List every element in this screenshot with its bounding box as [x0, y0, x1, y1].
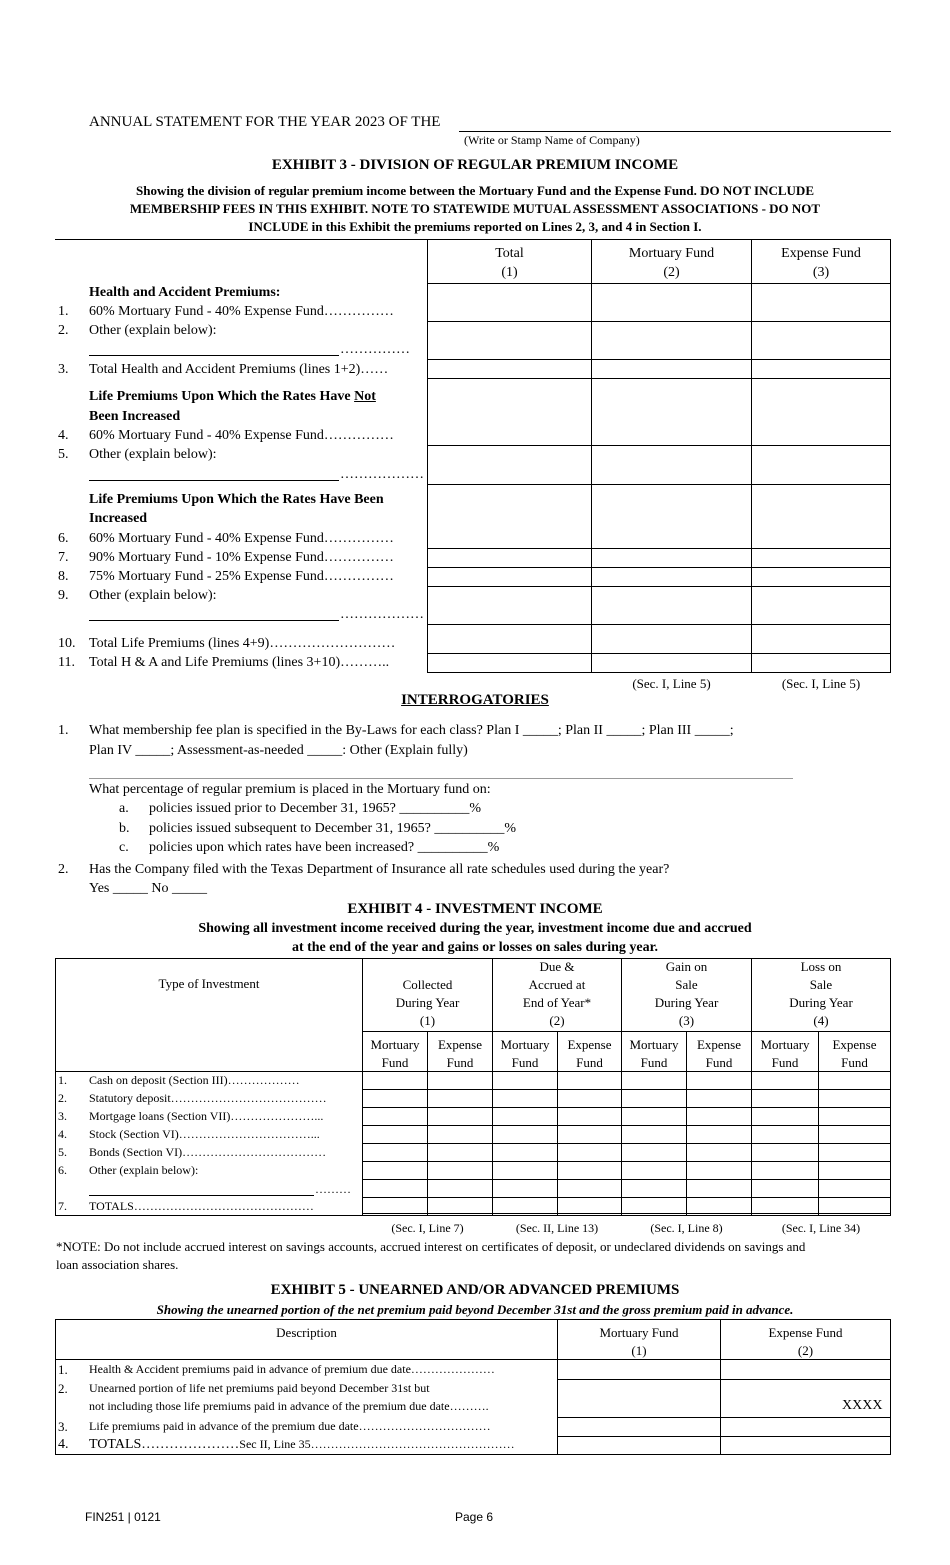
table-row: Cash on deposit (Section III)………………: [89, 1073, 300, 1087]
exhibit3-intro-1: Showing the division of regular premium income between the Mortuary Fund and the Expense Fund. DO NOT INCLUDE: [136, 183, 814, 198]
exhibit3-ref-mortuary: (Sec. I, Line 5): [632, 676, 711, 691]
interrogatories-title: INTERROGATORIES: [401, 692, 549, 708]
option-letter: c.: [119, 840, 129, 855]
table-row-totals: TOTALS………………………………………: [89, 1199, 314, 1213]
totals-label: TOTALS…………………: [89, 1437, 240, 1452]
line-number: 6.: [58, 531, 69, 546]
explain-line[interactable]: [89, 778, 793, 779]
exhibit4-group-collected: [363, 976, 492, 1030]
table-row-number: 2.: [58, 1091, 67, 1105]
exhibit4-note: *NOTE: Do not include accrued interest on savings accounts, accrued interest on certificates of deposit, or undeclared dividends on savings and: [56, 1239, 806, 1254]
line-number: 2.: [58, 323, 69, 338]
exhibit3-col-expense: Expense Fund: [781, 246, 861, 261]
section-life-not-increased: [89, 389, 376, 405]
exhibit3-col-mortuary-num: (2): [663, 265, 680, 280]
table-row-number: 1.: [58, 1362, 68, 1377]
table-row: Life premiums paid in advance of the premium due date……………………………: [89, 1419, 491, 1433]
form-number: FIN251 | 0121: [85, 1510, 161, 1524]
group-line: Collected: [402, 977, 453, 992]
exhibit3-ref-expense: (Sec. I, Line 5): [781, 676, 861, 691]
line-number: 3.: [58, 362, 69, 377]
subhead-line: Fund: [446, 1055, 474, 1070]
line-label: 75% Mortuary Fund - 25% Expense Fund……………: [89, 569, 394, 584]
group-line: Gain on: [665, 959, 708, 974]
line-number: 10.: [58, 636, 76, 651]
group-line: End of Year*: [522, 995, 592, 1010]
question-2-answer: Yes _____ No _____: [89, 881, 207, 896]
exhibit4-type-header: Type of Investment: [158, 976, 260, 991]
exhibit5-title: EXHIBIT 5 - UNEARNED AND/OR ADVANCED PREMIUMS: [270, 1282, 680, 1298]
percentage-question: What percentage of regular premium is placed in the Mortuary fund on:: [89, 782, 491, 797]
exhibit5-col-mortuary-num: (1): [631, 1343, 647, 1358]
option-letter: a.: [119, 801, 129, 816]
subhead-line: Expense: [567, 1037, 612, 1052]
exhibit4-title: EXHIBIT 4 - INVESTMENT INCOME: [347, 901, 603, 917]
option-a: policies issued prior to December 31, 1965? __________%: [149, 801, 482, 816]
group-line: During Year: [395, 995, 460, 1010]
group-line: (3): [678, 1013, 695, 1028]
section-life-not-increased-2: Been Increased: [89, 409, 181, 424]
group-line: During Year: [654, 995, 719, 1010]
exhibit4-group-accrued: [493, 958, 621, 1030]
line-label: Other (explain below):: [89, 447, 217, 462]
line-label: 60% Mortuary Fund - 40% Expense Fund……………: [89, 531, 394, 546]
question-number: 2.: [58, 862, 69, 877]
option-c: policies upon which rates have been increased? __________%: [149, 840, 500, 855]
subhead-mortuary: [363, 1036, 427, 1072]
line-number: 8.: [58, 569, 69, 584]
line-number: 5.: [58, 447, 69, 462]
line-number: 9.: [58, 588, 69, 603]
exhibit5-intro: Showing the unearned portion of the net premium paid beyond December 31st and the gross premium paid in advance.: [156, 1302, 794, 1317]
subhead-line: Mortuary: [760, 1037, 810, 1052]
line-label: Total H & A and Life Premiums (lines 3+10)………..: [89, 655, 390, 670]
exhibit4-intro-2: at the end of the year and gains or losses on sales during year.: [291, 940, 659, 955]
section-life-increased: Life Premiums Upon Which the Rates Have Been: [89, 492, 384, 507]
group-line: During Year: [789, 995, 853, 1010]
not-applicable-mark: XXXX: [842, 1398, 883, 1413]
table-row-number: 3.: [58, 1419, 68, 1434]
explain-line[interactable]: [89, 355, 339, 356]
line-number: 1.: [58, 304, 69, 319]
line-label: Other (explain below):: [89, 588, 217, 603]
table-row: Other (explain below):: [89, 1163, 199, 1177]
exhibit5-col-mortuary: Mortuary Fund: [599, 1325, 679, 1340]
subhead-line: Fund: [511, 1055, 539, 1070]
line-label: 90% Mortuary Fund - 10% Expense Fund……………: [89, 550, 394, 565]
leader-dots: ………………: [340, 607, 424, 622]
line-label: Total Health and Accident Premiums (lines 1+2)……: [89, 362, 389, 377]
subhead-line: Mortuary: [629, 1037, 679, 1052]
subhead-line: Fund: [771, 1055, 799, 1070]
table-row-totals: [89, 1437, 515, 1453]
subhead-line: Mortuary: [500, 1037, 550, 1052]
line-label: 60% Mortuary Fund - 40% Expense Fund……………: [89, 304, 394, 319]
leader-dots: ………………: [340, 467, 424, 482]
exhibit3-col-mortuary: Mortuary Fund: [628, 246, 715, 261]
subhead-line: Expense: [437, 1037, 483, 1052]
subhead-line: Fund: [640, 1055, 668, 1070]
table-row-cont: not including those life premiums paid in advance of the premium due date……….: [89, 1399, 489, 1413]
subhead-mortuary: [752, 1036, 818, 1072]
subhead-mortuary: [493, 1036, 557, 1072]
subhead-line: Fund: [576, 1055, 603, 1070]
question-2: Has the Company filed with the Texas Department of Insurance all rate schedules used during the year?: [89, 862, 670, 877]
totals-reference: Sec II, Line 35……………………………………………: [239, 1437, 515, 1451]
subhead-expense: [819, 1036, 890, 1072]
line-number: 4.: [58, 428, 69, 443]
option-b: policies issued subsequent to December 31, 1965? __________%: [149, 821, 517, 836]
group-line: Sale: [809, 977, 833, 992]
exhibit4-ref-collected: (Sec. I, Line 7): [391, 1221, 464, 1235]
company-name-line[interactable]: [459, 131, 891, 132]
subhead-line: Fund: [705, 1055, 733, 1070]
exhibit4-intro-1: Showing all investment income received during the year, investment income due and accrued: [198, 921, 752, 936]
exhibit3-title: EXHIBIT 3 - DIVISION OF REGULAR PREMIUM INCOME: [271, 157, 679, 173]
exhibit4-ref-loss: (Sec. I, Line 34): [781, 1221, 861, 1235]
subhead-line: Mortuary: [370, 1037, 420, 1052]
explain-line[interactable]: [89, 480, 339, 481]
group-line: Due &: [539, 959, 575, 974]
exhibit4-group-gain: [622, 958, 751, 1030]
exhibit4-ref-accrued: (Sec. II, Line 13): [515, 1221, 599, 1235]
table-row: Unearned portion of life net premiums paid beyond December 31st but: [89, 1381, 430, 1395]
table-row-number: 7.: [58, 1199, 67, 1213]
leader-dots: ………: [315, 1182, 351, 1196]
table-row-number: 3.: [58, 1109, 67, 1123]
table-row: Mortgage loans (Section VII)…………………...: [89, 1109, 324, 1123]
section-life-increased-2: Increased: [89, 511, 148, 526]
table-row-number: 1.: [58, 1073, 67, 1087]
group-line: (2): [549, 1013, 565, 1028]
table-row-number: 2.: [58, 1381, 68, 1396]
exhibit3-col-total-num: (1): [501, 265, 518, 280]
exhibit5-col-expense-num: (2): [797, 1343, 814, 1358]
exhibit5-desc-header: Description: [276, 1325, 337, 1340]
subhead-line: Expense: [832, 1037, 877, 1052]
statement-title: ANNUAL STATEMENT FOR THE YEAR 2023 OF THE: [89, 114, 441, 130]
table-row-number: 4.: [58, 1437, 69, 1452]
subhead-line: Expense: [696, 1037, 742, 1052]
exhibit4-group-loss: [752, 958, 890, 1030]
table-row-number: 4.: [58, 1127, 67, 1141]
subhead-expense: [428, 1036, 492, 1072]
explain-line[interactable]: [89, 620, 339, 621]
group-line: Sale: [675, 977, 698, 992]
line-label: Other (explain below):: [89, 323, 217, 338]
section-life-not-text: Life Premiums Upon Which the Rates Have: [89, 389, 355, 404]
group-line: Accrued at: [528, 977, 586, 992]
exhibit3-col-total: Total: [495, 246, 524, 261]
table-row: Stock (Section VI)……………………………...: [89, 1127, 320, 1141]
exhibit3-col-expense-num: (3): [812, 265, 830, 280]
company-name-hint: (Write or Stamp Name of Company): [464, 133, 640, 147]
group-line: Loss on: [800, 959, 842, 974]
question-number: 1.: [58, 723, 69, 738]
subhead-mortuary: [622, 1036, 686, 1072]
section-life-not-emphasis: Not: [354, 389, 376, 404]
exhibit4-ref-gain: (Sec. I, Line 8): [650, 1221, 723, 1235]
line-number: 7.: [58, 550, 69, 565]
table-row: Health & Accident premiums paid in advance of premium due date…………………: [89, 1362, 495, 1376]
exhibit3-intro-3: INCLUDE in this Exhibit the premiums reported on Lines 2, 3, and 4 in Section I.: [248, 219, 702, 234]
line-number: 11.: [58, 655, 75, 670]
explain-line[interactable]: [89, 1195, 314, 1196]
subhead-line: Fund: [381, 1055, 409, 1070]
group-line: (1): [419, 1013, 436, 1028]
table-row: Bonds (Section VI)………………………………: [89, 1145, 327, 1159]
exhibit3-intro-2: MEMBERSHIP FEES IN THIS EXHIBIT. NOTE TO STATEWIDE MUTUAL ASSESSMENT ASSOCIATIONS - DO NOT: [129, 201, 821, 216]
section-health-accident: Health and Accident Premiums:: [89, 285, 281, 300]
table-row-number: 5.: [58, 1145, 67, 1159]
table-row-number: 6.: [58, 1163, 67, 1177]
line-label: Total Life Premiums (lines 4+9)………………………: [89, 636, 396, 651]
page-number: Page 6: [455, 1510, 494, 1524]
question-1: What membership fee plan is specified in the By-Laws for each class? Plan I _____; Plan II _____; Plan III _____;: [89, 723, 734, 738]
table-row: Statutory deposit…………………………………: [89, 1091, 327, 1105]
subhead-expense: [558, 1036, 621, 1072]
exhibit5-col-expense: Expense Fund: [768, 1325, 843, 1340]
group-line: (4): [813, 1013, 829, 1028]
option-letter: b.: [119, 821, 130, 836]
subhead-expense: [687, 1036, 751, 1072]
subhead-line: Fund: [841, 1055, 868, 1070]
leader-dots: ……………: [340, 342, 410, 357]
line-label: 60% Mortuary Fund - 40% Expense Fund……………: [89, 428, 394, 443]
exhibit4-note-cont: loan association shares.: [56, 1257, 179, 1272]
question-1-cont: Plan IV _____; Assessment-as-needed _____: Other (Explain fully): [89, 743, 468, 758]
